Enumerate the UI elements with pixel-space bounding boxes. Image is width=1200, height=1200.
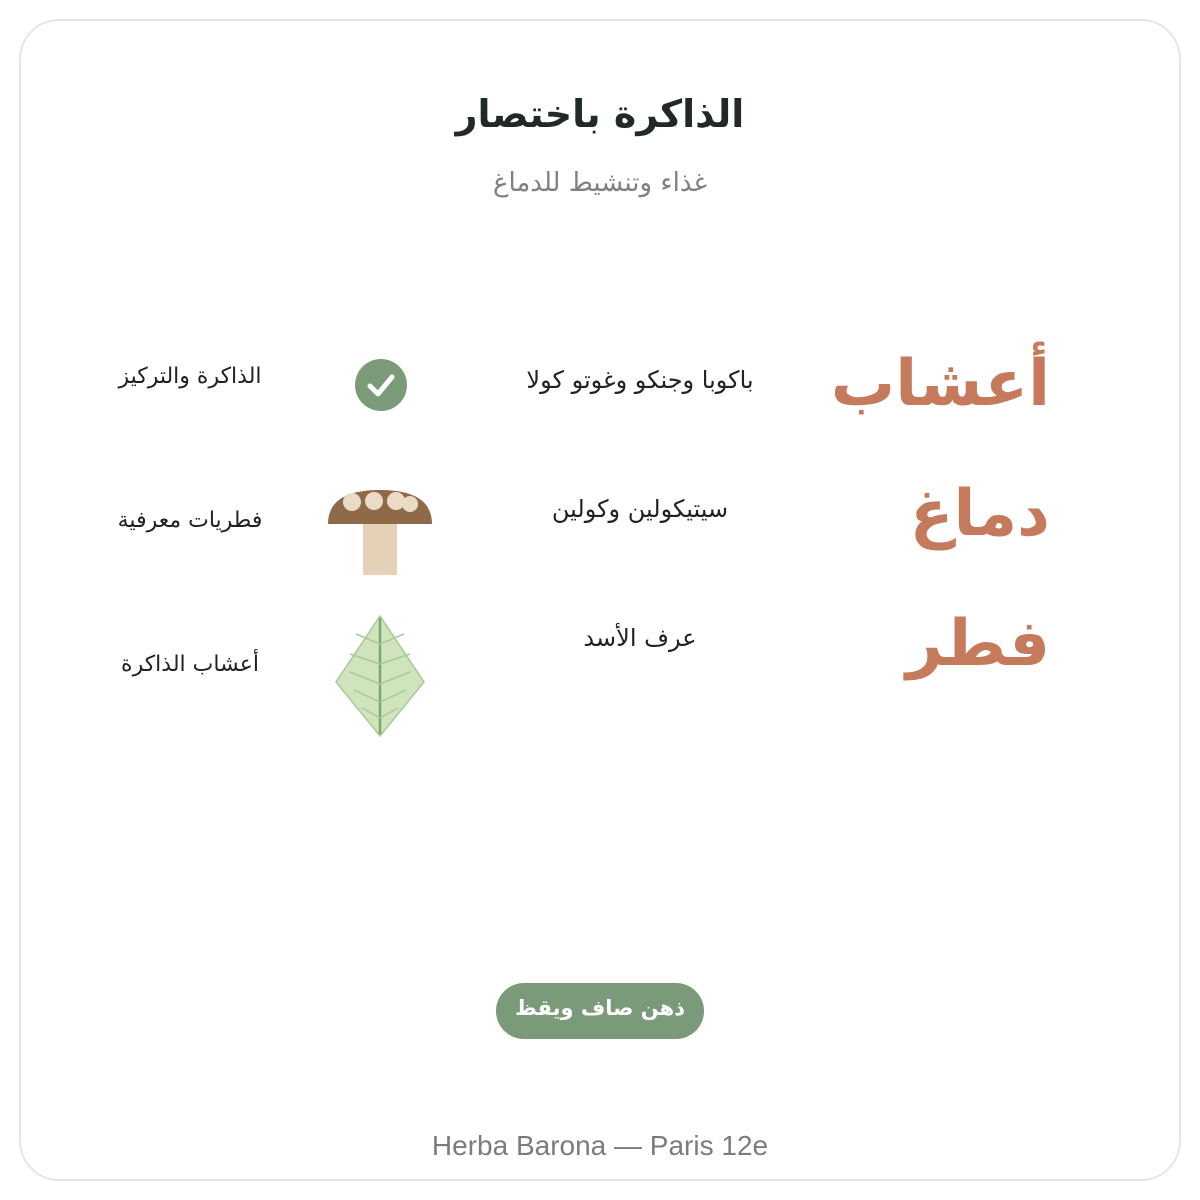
mushroom-icon <box>326 488 434 576</box>
row-detail-brain: سيتيكولين وكولين <box>551 495 729 523</box>
check-circle-icon <box>354 358 408 412</box>
row-detail-mushroom: عرف الأسد <box>583 624 697 652</box>
clear-mind-badge: ذهن صاف ويقظ <box>496 983 704 1039</box>
row-word-mushroom: فطر <box>905 607 1050 681</box>
row-label-memory-focus: الذاكرة والتركيز <box>118 364 262 389</box>
leaf-icon <box>334 614 426 738</box>
row-detail-herbs: باكوبا وجنكو وغوتو كولا <box>526 366 754 394</box>
row-word-brain: دماغ <box>909 477 1050 551</box>
row-label-memory-herbs: أعشاب الذاكرة <box>121 652 259 677</box>
page-subtitle: غذاء وتنشيط للدماغ <box>492 168 708 198</box>
footer-brand: Herba Barona — Paris 12e <box>431 1130 769 1161</box>
page-title: الذاكرة باختصار <box>455 92 745 136</box>
row-word-herbs: أعشاب <box>830 347 1050 421</box>
row-label-cognitive-mushrooms: فطريات معرفية <box>117 508 263 533</box>
